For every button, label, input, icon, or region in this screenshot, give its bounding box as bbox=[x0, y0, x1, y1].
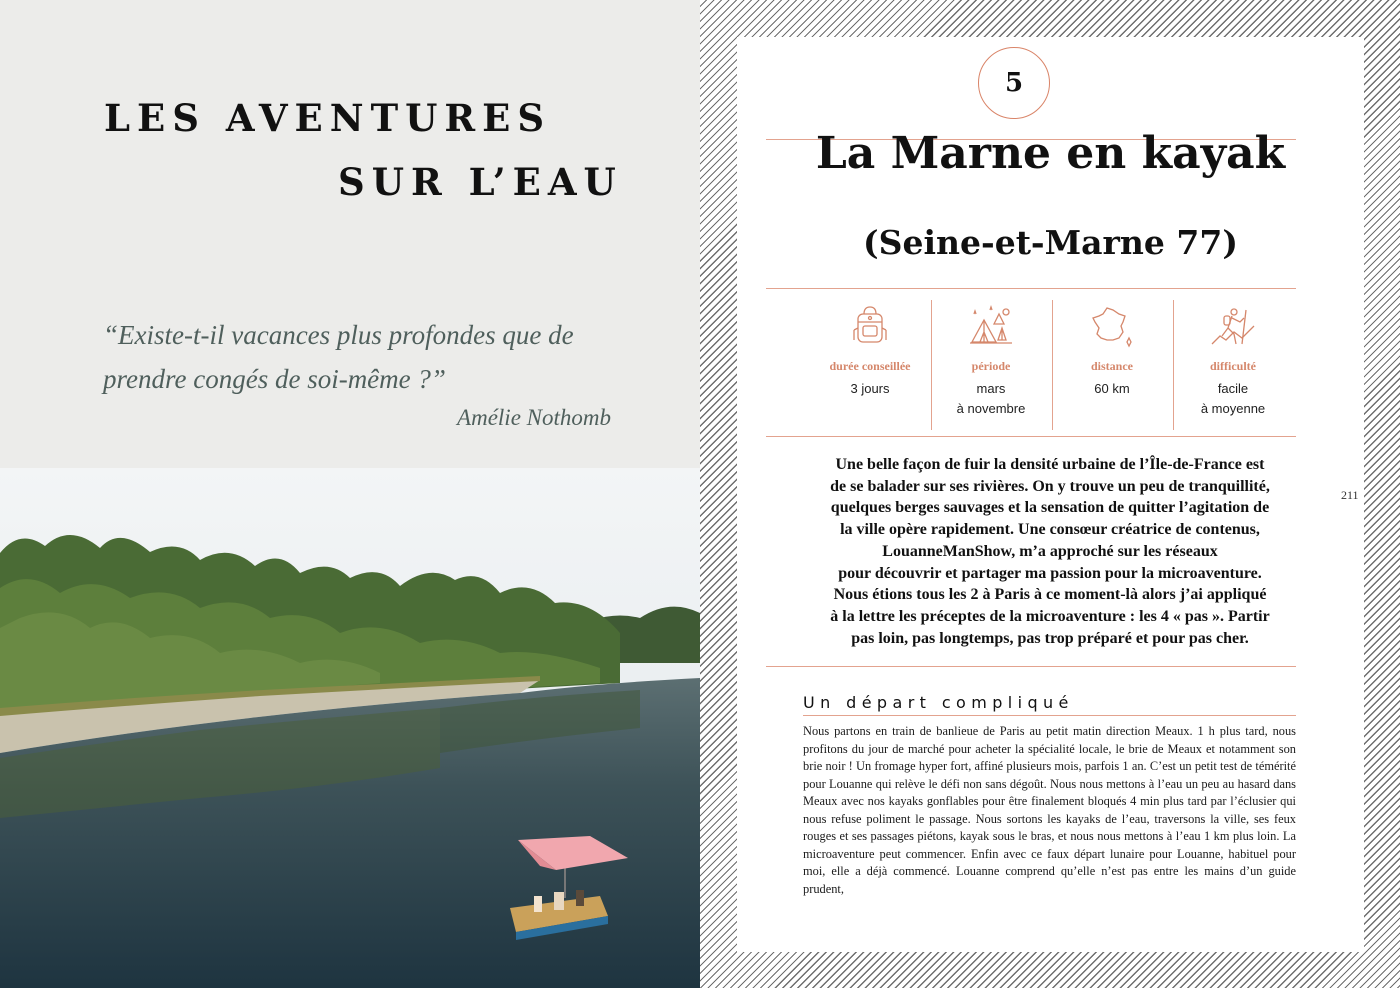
stat-difficulty bbox=[1173, 296, 1293, 434]
stat-value-line1: facile bbox=[1217, 381, 1249, 396]
intro-line: LouanneManShow, m’a approché sur les réseaux bbox=[882, 542, 1218, 560]
intro-line: pas loin, pas longtemps, pas trop préparé et pour pas cher. bbox=[851, 629, 1249, 647]
stats-bottom-rule bbox=[766, 436, 1296, 437]
section-title-line1: LES AVENTURES bbox=[104, 96, 552, 140]
intro-line: la ville opère rapidement. Une consœur créatrice de contenus, bbox=[840, 521, 1260, 539]
stat-label: période bbox=[971, 359, 1011, 373]
stat-value-line2: à moyenne bbox=[1200, 401, 1266, 416]
page-number: 211 bbox=[1341, 488, 1359, 502]
stat-label: durée conseillée bbox=[829, 359, 911, 373]
body-paragraph: Nous partons en train de banlieue de Paris au petit matin direction Meaux. 1 h plus tard, nous profitons du jour de marché pour acheter la spécialité locale, le brie de Meaux et notamment son brie noir ! Un fromage hyper fort, affiné plusieurs mois, parfois 1 an. C’est un petit test de témérité pour Louanne qui relève le défi non sans dégoût. Nous nous mettons à l’eau un peu au hasard dans Meaux avec nos kayaks gonflables pour être finalement bloqués 4 min plus tard par l’éclusier qui nous refuse poliment le passage. Nous sortons les kayaks de l’eau, traversons la ville, ses feux rouges et ses passages piétons, kayak sous le bras, et nous nous mettons à l’eau 1 km plus loin. La microaventure peut commencer. Enfin avec ce faux départ lunaire pour Louanne, habituel pour moi, elle a déjà commencé. Louanne comprend qu’elle n’est pas entre les mains d’un guide prudent, bbox=[803, 724, 1296, 896]
stat-value bbox=[1173, 379, 1293, 419]
stat-label: distance bbox=[1091, 359, 1133, 373]
right-page bbox=[700, 0, 1400, 988]
stat-value-line2: à novembre bbox=[956, 401, 1026, 416]
section-subheading: Un départ compliqué bbox=[803, 693, 1074, 712]
stat-value-line1: mars bbox=[976, 381, 1006, 396]
intro-line: Une belle façon de fuir la densité urbaine de l’Île-de-France est bbox=[835, 456, 1265, 473]
intro-line: pour découvrir et partager ma passion pour la microaventure. bbox=[838, 564, 1262, 582]
intro-paragraph bbox=[800, 454, 1300, 649]
subheading-rule bbox=[803, 715, 1296, 716]
stat-value bbox=[931, 379, 1051, 419]
stat-distance bbox=[1052, 296, 1172, 434]
camping-icon bbox=[968, 304, 1014, 348]
hiker-icon bbox=[1210, 304, 1256, 348]
intro-line: Nous étions tous les 2 à Paris à ce moment-là alors j’ai appliqué bbox=[833, 586, 1267, 604]
backpack-icon bbox=[850, 304, 890, 348]
river-kayak-photo bbox=[0, 468, 700, 988]
chapter-number: 5 bbox=[978, 47, 1050, 119]
intro-line: de se balader sur ses rivières. On y trouve un peu de tranquillité, bbox=[830, 477, 1270, 495]
stat-period bbox=[931, 296, 1051, 434]
intro-line: quelques berges sauvages et la sensation de quitter l’agitation de bbox=[830, 499, 1270, 517]
epigraph-quote: “Existe-t-il vacances plus profondes que de prendre congés de soi-même ?” bbox=[103, 320, 574, 394]
france-map-icon bbox=[1089, 304, 1135, 348]
stat-value: 3 jours bbox=[850, 381, 890, 396]
page-title: La Marne en kayak bbox=[815, 128, 1286, 179]
intro-bottom-rule bbox=[766, 666, 1296, 667]
stat-label: difficulté bbox=[1210, 359, 1256, 373]
section-title-line2: SUR L’EAU bbox=[338, 160, 623, 204]
stats-row bbox=[810, 296, 1293, 434]
stat-value: 60 km bbox=[1094, 381, 1130, 396]
intro-line: à la lettre les préceptes de la microaventure : les 4 « pas ». Partir bbox=[830, 607, 1270, 625]
quote-author: Amélie Nothomb bbox=[457, 405, 611, 430]
stats-top-rule bbox=[766, 288, 1296, 289]
stat-duration bbox=[810, 296, 930, 434]
page-subtitle: (Seine-et-Marne 77) bbox=[863, 223, 1238, 262]
